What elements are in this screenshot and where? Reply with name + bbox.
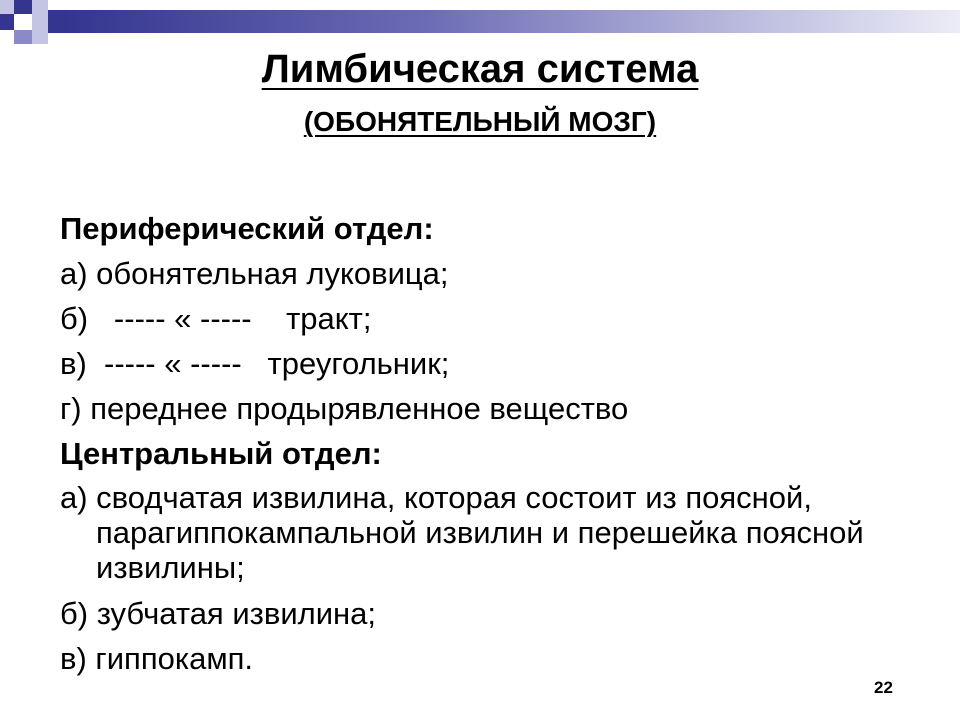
- list-item: б) зубчатая извилина;: [60, 596, 377, 631]
- page-number: 22: [874, 678, 893, 697]
- decor-gradient-bar: [66, 10, 960, 33]
- corner-decoration: [0, 0, 960, 44]
- decor-square: [14, 0, 32, 14]
- central-heading: Центральный отдел:: [60, 436, 382, 471]
- decor-square: [14, 30, 32, 44]
- list-item: б) ----- « ----- тракт;: [60, 301, 372, 336]
- decor-square: [32, 14, 48, 30]
- decor-square: [0, 14, 14, 30]
- decor-square: [32, 0, 48, 14]
- decor-square: [32, 30, 48, 44]
- list-item: а) сводчатая извилина, которая состоит из поясной, парагиппокампальной извилин и перешейка поясной извилины;: [60, 480, 864, 585]
- slide-title: Лимбическая система: [261, 47, 699, 91]
- decor-square: [0, 0, 14, 14]
- peripheral-heading: Периферический отдел:: [60, 211, 434, 246]
- list-item: в) ----- « ----- треугольник;: [60, 346, 450, 381]
- list-item: а) обонятельная луковица;: [60, 256, 449, 291]
- list-item: г) переднее продырявленное вещество: [60, 391, 629, 426]
- decor-square: [14, 14, 32, 30]
- decor-square: [48, 10, 66, 33]
- slide-subtitle: (ОБОНЯТЕЛЬНЫЙ МОЗГ): [303, 106, 657, 137]
- list-item: в) гиппокамп.: [60, 641, 254, 676]
- slide-body: [60, 206, 940, 681]
